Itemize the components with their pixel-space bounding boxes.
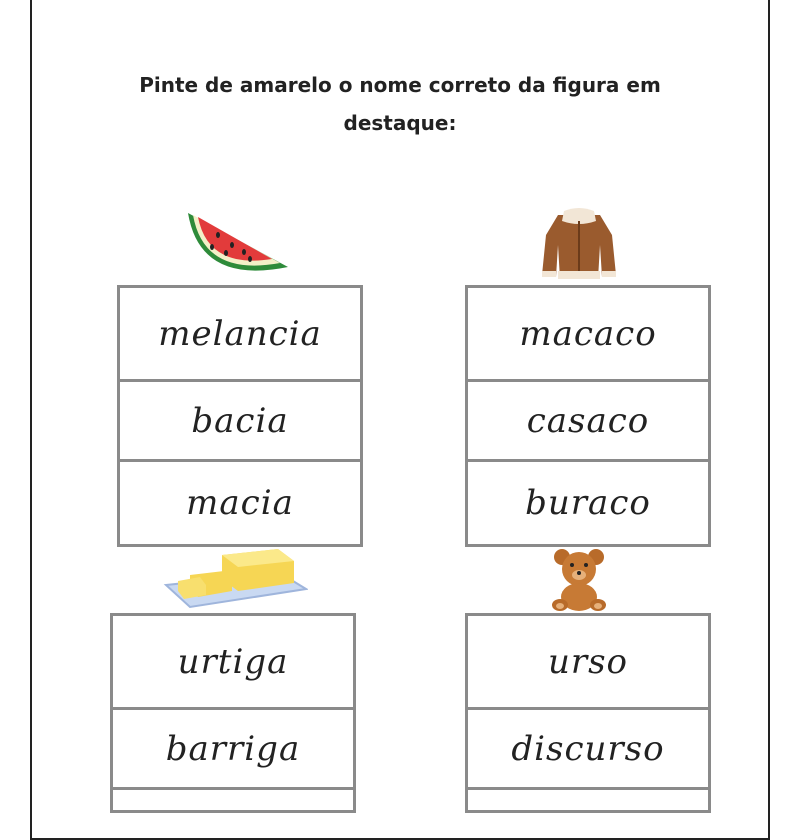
- word-option[interactable]: macia: [186, 483, 294, 523]
- word-option[interactable]: buraco: [525, 483, 651, 523]
- word-option[interactable]: urtiga: [113, 616, 353, 710]
- instruction-line-1: Pinte de amarelo o nome correto da figura em: [139, 73, 661, 97]
- butter-icon: [160, 545, 308, 615]
- word-option[interactable]: urso: [468, 616, 708, 710]
- word-box-watermelon: [117, 285, 363, 547]
- watermelon-icon: [180, 205, 300, 290]
- word-option[interactable]: bacia: [120, 382, 360, 462]
- jacket-icon: [538, 205, 620, 283]
- word-option[interactable]: barriga: [113, 710, 353, 790]
- header-fields-cropped: [0, 0, 800, 6]
- word-box-jacket: [465, 285, 711, 547]
- teddy-bear-icon: [548, 547, 610, 613]
- word-option[interactable]: discurso: [468, 710, 708, 790]
- instruction-text: [100, 66, 700, 142]
- word-option[interactable]: macaco: [468, 288, 708, 382]
- word-option[interactable]: melancia: [120, 288, 360, 382]
- word-box-teddy-bear: [465, 613, 711, 813]
- word-option[interactable]: casaco: [468, 382, 708, 462]
- word-box-butter: [110, 613, 356, 813]
- instruction-line-2: destaque:: [343, 111, 457, 135]
